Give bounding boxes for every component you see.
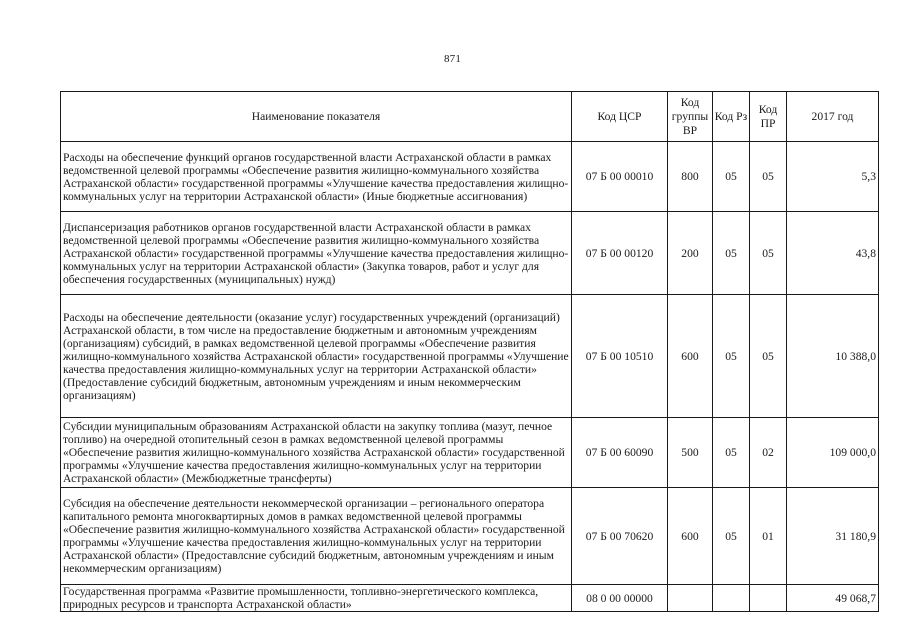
row-pr-code: 02 — [750, 418, 787, 488]
row-amount: 5,3 — [787, 142, 879, 212]
row-pr-code: 05 — [750, 142, 787, 212]
row-csr-code: 07 Б 00 60090 — [572, 418, 668, 488]
row-vr-code: 800 — [668, 142, 713, 212]
header-year: 2017 год — [787, 92, 879, 142]
row-rz-code: 05 — [713, 142, 750, 212]
table-row — [61, 295, 879, 418]
row-vr-code: 600 — [668, 295, 713, 418]
row-pr-code — [750, 585, 787, 612]
row-rz-code: 05 — [713, 295, 750, 418]
header-csr-code: Код ЦСР — [572, 92, 668, 142]
row-pr-code: 05 — [750, 295, 787, 418]
row-csr-code: 07 Б 00 10510 — [572, 295, 668, 418]
row-name: Государственная программа «Развитие промышленности, топливно-энергетического комплекса, природных ресурсов и транспорта Астраханской области» — [61, 585, 572, 612]
row-pr-code: 01 — [750, 488, 787, 585]
table-row — [61, 585, 879, 612]
row-vr-code: 500 — [668, 418, 713, 488]
page-number: 871 — [443, 53, 462, 65]
row-name: Расходы на обеспечение функций органов государственной власти Астраханской области в рамках ведомственной целевой программы «Обеспечение развития жилищно-коммунального хозяйства Астраханской области» государственной программы «Улучшение качества предоставления жилищно-коммунальных услуг на территории Астраханской области» (Иные бюджетные ассигнования) — [61, 142, 572, 212]
row-vr-code — [668, 585, 713, 612]
row-csr-code: 08 0 00 00000 — [572, 585, 668, 612]
header-vr-code: Код группы ВР — [668, 92, 713, 142]
table-row — [61, 142, 879, 212]
row-pr-code: 05 — [750, 212, 787, 295]
row-csr-code: 07 Б 00 00010 — [572, 142, 668, 212]
row-name: Расходы на обеспечение деятельности (оказание услуг) государственных учреждений (организаций) Астраханской области, в том числе на предоставление бюджетным и автономным учреждениям (организациям) субсидий, в рамках ведомственной целевой программы «Обеспечение развития жилищно-коммунального хозяйства Астраханской области» государственной программы «Улучшение качества предоставления жилищно-коммунальных услуг на территории Астраханской области» (Предоставление субсидий бюджетным, автономным учреждениям и иным некоммерческим организациям) — [61, 295, 572, 418]
row-csr-code: 07 Б 00 00120 — [572, 212, 668, 295]
header-pr-code: Код ПР — [750, 92, 787, 142]
header-rz-code: Код Рз — [713, 92, 750, 142]
table-row — [61, 418, 879, 488]
row-name: Субсидия на обеспечение деятельности некоммерческой организации – регионального оператора капитального ремонта многоквартирных домов в рамках ведомственной целевой программы «Обеспечение развития жилищно-коммунального хозяйства Астраханской области» государственной программы «Улучшение качества предоставления жилищно-коммунальных услуг на территории Астраханской области» (Предоставлсние субсидий бюджетным, автономным учреждениям и иным некоммерческим организациям) — [61, 488, 572, 585]
row-name: Субсидии муниципальным образованиям Астраханской области на закупку топлива (мазут, печное топливо) на очередной отопительный сезон в рамках ведомственной целевой программы «Обеспечение развития жилищно-коммунального хозяйства Астраханской области» государственной программы «Улучшение качества предоставления жилищно-коммунальных услуг на территории Астраханской области» (Межбюджетные трансферты) — [61, 418, 572, 488]
table-header-row — [61, 92, 879, 142]
row-rz-code — [713, 585, 750, 612]
row-rz-code: 05 — [713, 488, 750, 585]
row-name: Диспансеризация работников органов государственной власти Астраханской области в рамках ведомственной целевой программы «Обеспечение развития жилищно-коммунального хозяйства Астраханской области» государственной программы «Улучшение качества предоставления жилищно-коммунальных услуг на территории Астраханской области» (Закупка товаров, работ и услуг для обеспечения государственных (муниципальных) нужд) — [61, 212, 572, 295]
row-rz-code: 05 — [713, 212, 750, 295]
row-amount: 49 068,7 — [787, 585, 879, 612]
row-amount: 109 000,0 — [787, 418, 879, 488]
row-amount: 10 388,0 — [787, 295, 879, 418]
row-amount: 31 180,9 — [787, 488, 879, 585]
header-name: Наименование показателя — [61, 92, 572, 142]
table-row — [61, 212, 879, 295]
row-amount: 43,8 — [787, 212, 879, 295]
row-vr-code: 600 — [668, 488, 713, 585]
row-rz-code: 05 — [713, 418, 750, 488]
row-csr-code: 07 Б 00 70620 — [572, 488, 668, 585]
budget-table — [60, 91, 879, 612]
row-vr-code: 200 — [668, 212, 713, 295]
table-row — [61, 488, 879, 585]
